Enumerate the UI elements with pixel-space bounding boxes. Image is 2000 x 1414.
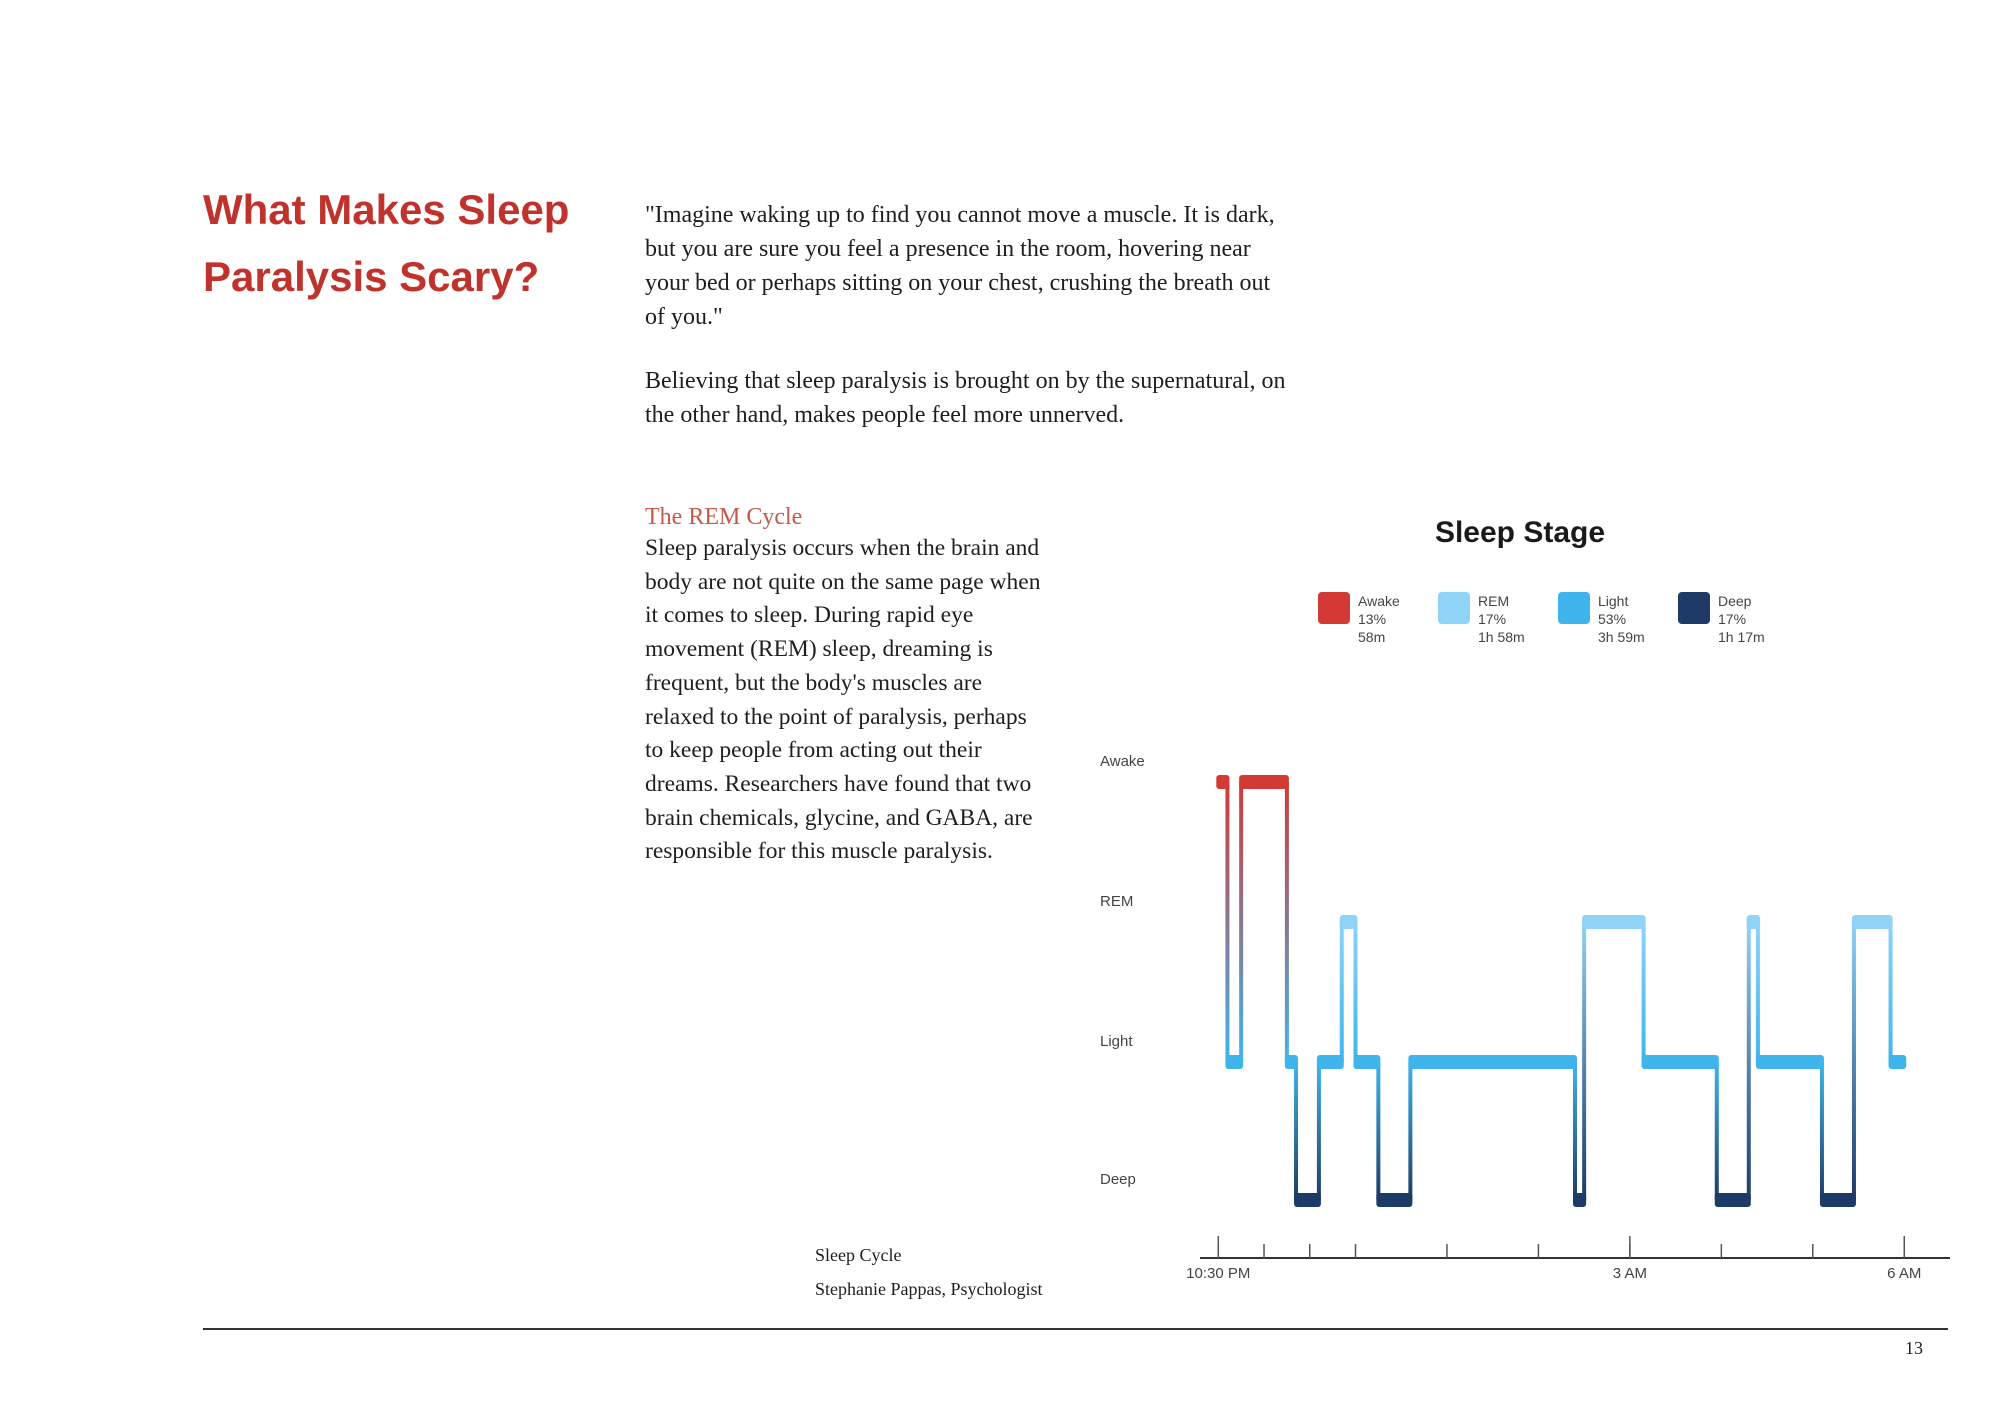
legend-percent: 53% xyxy=(1598,611,1627,627)
y-label-awake: Awake xyxy=(1100,753,1145,770)
caption-credit: Stephanie Pappas, Psychologist xyxy=(815,1279,1043,1299)
legend-item-rem xyxy=(1438,592,1525,645)
stage-transition xyxy=(1376,1062,1380,1200)
legend-swatch xyxy=(1558,592,1590,624)
legend-item-deep xyxy=(1678,592,1765,645)
stage-bar-light xyxy=(1756,1055,1824,1069)
x-tick-label: 10:30 PM xyxy=(1186,1265,1251,1282)
page-title xyxy=(203,176,603,310)
legend-duration: 3h 59m xyxy=(1598,629,1645,645)
legend-swatch xyxy=(1678,592,1710,624)
intro-paragraph: Believing that sleep paralysis is brought on by the supernatural, on the other hand, makes people feel more unnerved. xyxy=(645,368,1286,428)
page-number: 13 xyxy=(1905,1338,1923,1358)
stage-transition xyxy=(1852,922,1856,1200)
stage-bar-light xyxy=(1317,1055,1344,1069)
stage-transition xyxy=(1225,782,1229,1062)
stage-transition xyxy=(1820,1062,1824,1200)
legend-item-light xyxy=(1558,592,1645,645)
x-axis xyxy=(1186,1236,1950,1282)
caption-title: Sleep Cycle xyxy=(815,1245,902,1265)
x-tick-label: 6 AM xyxy=(1887,1265,1922,1282)
stage-bar-awake xyxy=(1239,775,1289,789)
stage-bar-deep xyxy=(1376,1193,1412,1207)
stage-bar-light xyxy=(1408,1055,1577,1069)
y-label-deep: Deep xyxy=(1100,1171,1136,1188)
legend-label: REM xyxy=(1478,593,1510,609)
intro-quote: "Imagine waking up to find you cannot move a muscle. It is dark, but you are sure you feel a presence in the room, hovering near your bed or perhaps sitting on your chest, crushing the breath out of you." xyxy=(645,202,1275,330)
page-title-line-1: What Makes Sleep xyxy=(203,186,570,233)
legend-label: Awake xyxy=(1358,593,1400,609)
stage-bar-rem xyxy=(1340,915,1358,929)
stage-bar-light xyxy=(1353,1055,1380,1069)
legend-percent: 17% xyxy=(1718,611,1747,627)
stage-transition xyxy=(1582,922,1586,1200)
legend-swatch xyxy=(1438,592,1470,624)
footer-divider xyxy=(203,1328,1948,1330)
stage-transition xyxy=(1889,922,1893,1062)
stage-transition xyxy=(1747,922,1751,1200)
stage-bar-rem xyxy=(1747,915,1760,929)
legend-duration: 1h 17m xyxy=(1718,629,1765,645)
stage-transition xyxy=(1756,922,1760,1062)
stage-bar-light xyxy=(1285,1055,1298,1069)
stage-transition xyxy=(1408,1062,1412,1200)
sleep-stage-chart xyxy=(1080,500,1960,1290)
stage-bar-deep xyxy=(1573,1193,1586,1207)
legend-label: Deep xyxy=(1718,593,1752,609)
stage-bar-light xyxy=(1642,1055,1719,1069)
stage-bar-deep xyxy=(1820,1193,1856,1207)
y-axis-labels xyxy=(1100,753,1145,1188)
legend-item-awake xyxy=(1318,592,1400,645)
stage-bar-deep xyxy=(1715,1193,1751,1207)
rem-cycle-body: Sleep paralysis occurs when the brain and body are not quite on the same page when it comes to sleep. During rapid eye movement (REM) sleep, dreaming is frequent, but the body's muscles are relaxed to the point of paralysis, perhaps to keep people from acting out their dreams. Researchers have found that two brain chemicals, glycine, and GABA, are responsible for this muscle paralysis. xyxy=(645,535,1041,865)
hypnogram-series xyxy=(1216,775,1906,1207)
legend-duration: 1h 58m xyxy=(1478,629,1525,645)
stage-bar-awake xyxy=(1216,775,1229,789)
rem-cycle-heading: The REM Cycle xyxy=(645,504,803,530)
legend-label: Light xyxy=(1598,593,1629,609)
y-label-light: Light xyxy=(1100,1033,1133,1050)
legend-swatch xyxy=(1318,592,1350,624)
stage-bar-light xyxy=(1889,1055,1907,1069)
chart-title: Sleep Stage xyxy=(1434,516,1606,549)
stage-bar-rem xyxy=(1852,915,1893,929)
page-title-line-2: Paralysis Scary? xyxy=(203,253,540,300)
stage-transition xyxy=(1642,922,1646,1062)
legend-percent: 17% xyxy=(1478,611,1507,627)
y-label-rem: REM xyxy=(1100,893,1134,910)
x-tick-label: 3 AM xyxy=(1612,1265,1647,1282)
chart-legend xyxy=(1318,592,1765,645)
figure-caption xyxy=(815,1238,1043,1306)
stage-transition xyxy=(1285,782,1289,1062)
stage-transition xyxy=(1340,922,1344,1062)
stage-transition xyxy=(1317,1062,1321,1200)
stage-bar-light xyxy=(1225,1055,1243,1069)
stage-transition xyxy=(1715,1062,1719,1200)
stage-transition xyxy=(1353,922,1357,1062)
legend-percent: 13% xyxy=(1358,611,1387,627)
stage-bar-deep xyxy=(1294,1193,1321,1207)
legend-duration: 58m xyxy=(1358,629,1386,645)
stage-transition xyxy=(1294,1062,1298,1200)
stage-bar-rem xyxy=(1582,915,1645,929)
stage-transition xyxy=(1239,782,1243,1062)
stage-transition xyxy=(1573,1062,1577,1200)
